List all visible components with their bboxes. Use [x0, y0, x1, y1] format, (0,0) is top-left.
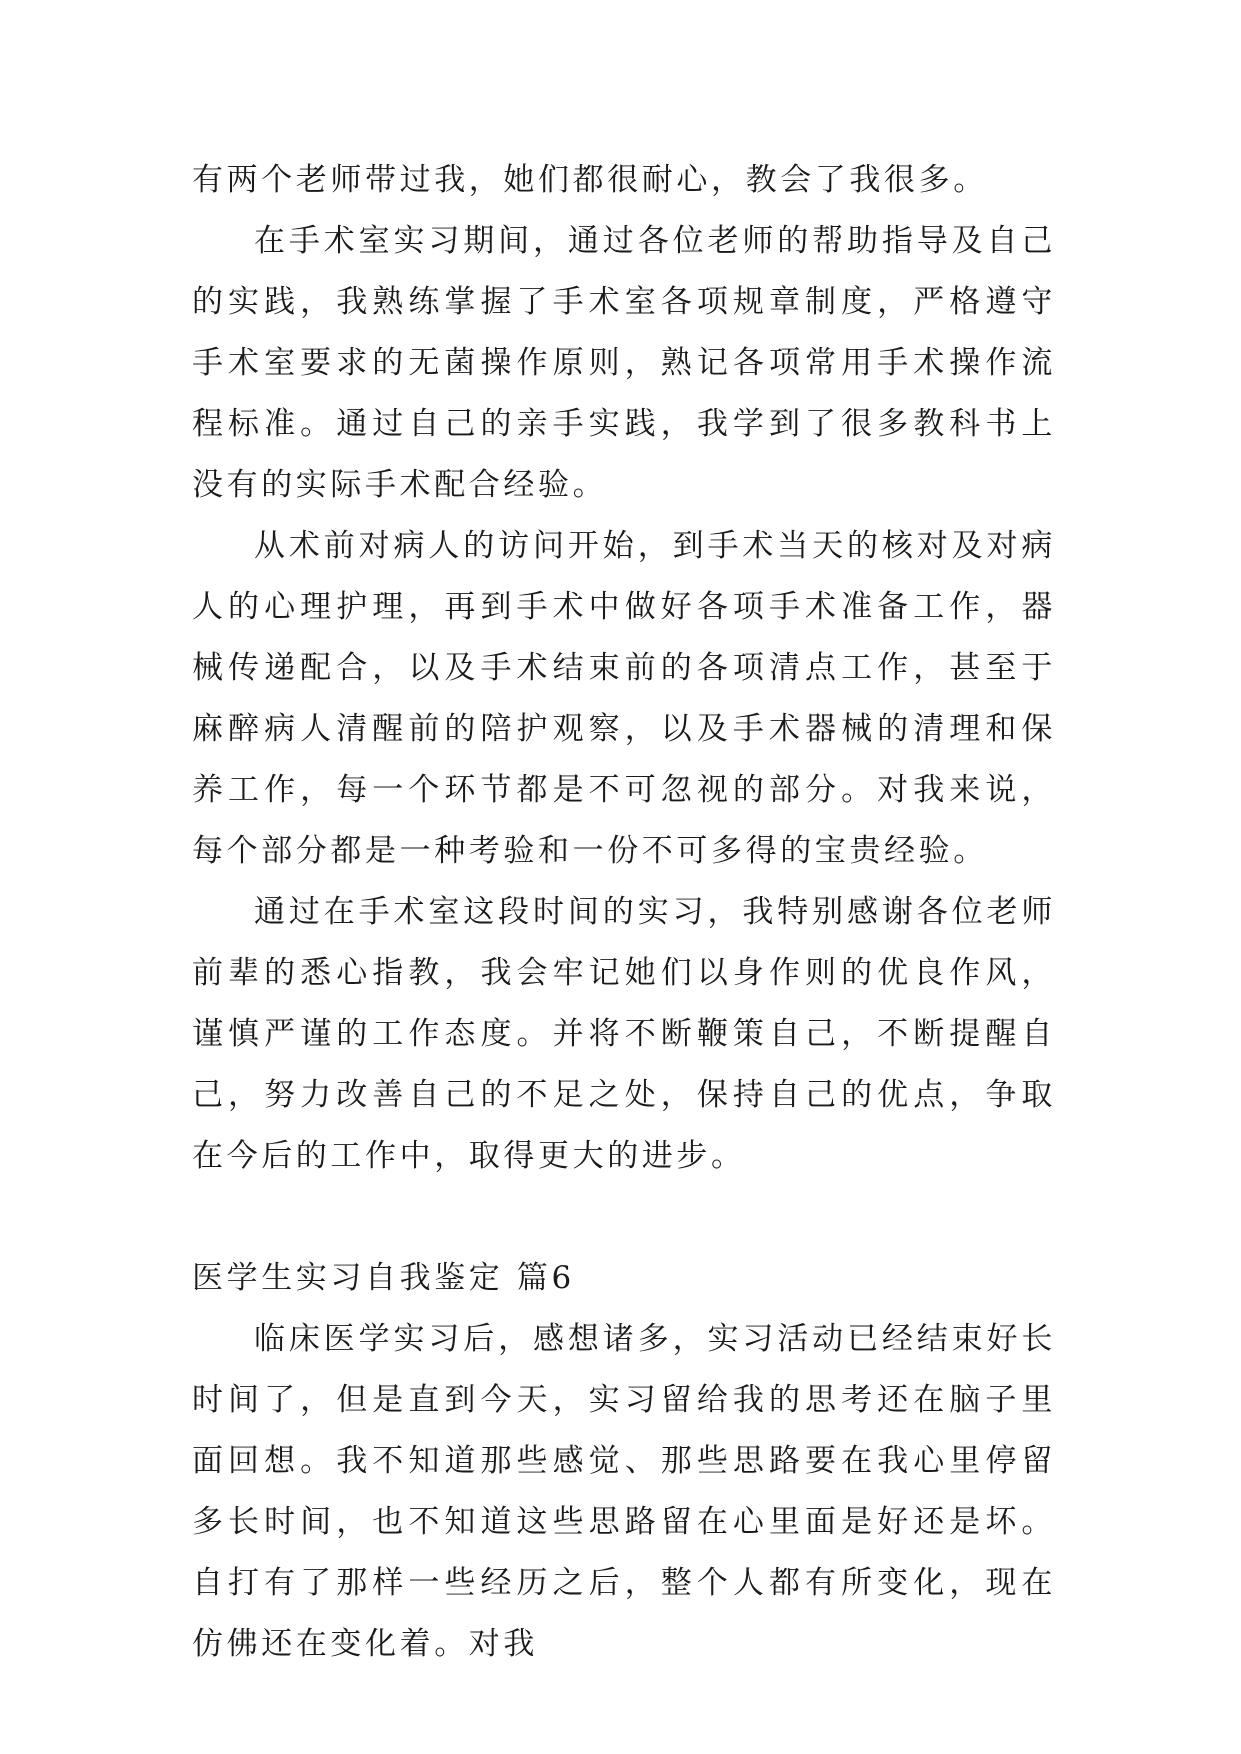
paragraph: 从术前对病人的访问开始，到手术当天的核对及对病人的心理护理，再到手术中做好各项手术准备工作，器械传递配合，以及手术结束前的各项清点工作，甚至于麻醉病人清醒前的陪护观察，以及手术器械的清理和保养工作，每一个环节都是不可忽视的部分。对我来说，每个部分都是一种考验和一份不可多得的宝贵经验。: [192, 528, 1056, 869]
paragraph: 通过在手术室这段时间的实习，我特别感谢各位老师前辈的悉心指教，我会牢记她们以身作则的优良作风，谨慎严谨的工作态度。并将不断鞭策自己，不断提醒自己，努力改善自己的不足之处，保持自己的优点，争取在今后的工作中，取得更大的进步。: [192, 894, 1056, 1174]
paragraph: 在手术室实习期间，通过各位老师的帮助指导及自己的实践，我熟练掌握了手术室各项规章制度，严格遵守手术室要求的无菌操作原则，熟记各项常用手术操作流程标准。通过自己的亲手实践，我学到了很多教科书上没有的实际手术配合经验。: [192, 223, 1056, 503]
section-title: 医学生实习自我鉴定 篇6: [192, 1260, 575, 1296]
document-body: [192, 150, 1056, 1675]
paragraph: 临床医学实习后，感想诸多，实习活动已经结束好长时间了，但是直到今天，实习留给我的思考还在脑子里面回想。我不知道那些感觉、那些思路要在我心里停留多长时间，也不知道这些思路留在心里面是好还是坏。自打有了那样一些经历之后，整个人都有所变化，现在仿佛还在变化着。对我: [192, 1321, 1056, 1662]
paragraph: 有两个老师带过我，她们都很耐心，教会了我很多。: [192, 162, 988, 198]
